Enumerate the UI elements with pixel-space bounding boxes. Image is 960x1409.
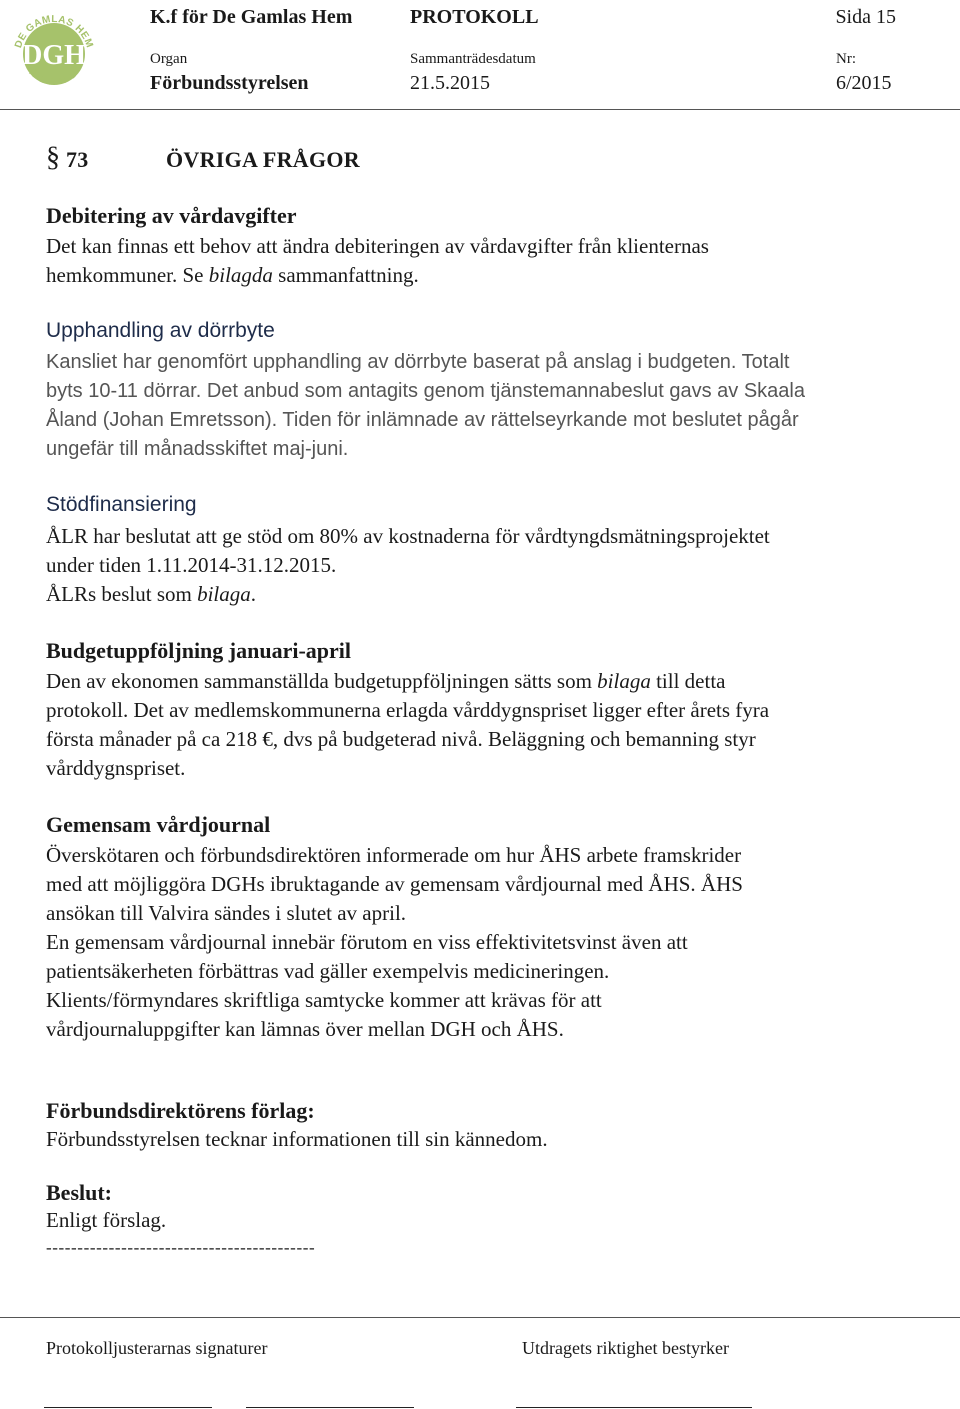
page-number: Sida 15 xyxy=(835,6,896,28)
stod-emphasis: bilaga xyxy=(197,582,251,606)
vardjournal-line: En gemensam vårdjournal innebär förutom en viss effektivitetsvinst även att xyxy=(46,930,688,954)
dgh-logo-seal xyxy=(6,4,102,100)
date-value: 21.5.2015 xyxy=(410,72,490,94)
upphandling-line: ungefär till månadsskiftet maj-juni. xyxy=(46,438,349,460)
stod-line-1: ÅLR har beslutat att ge stöd om 80% av kostnaderna för vårdtyngdsmätningsprojektet xyxy=(46,524,770,548)
budget-line-1 xyxy=(46,667,769,696)
heading-budget: Budgetuppföljning januari-april xyxy=(46,638,352,663)
vardjournal-line: Klients/förmyndares skriftliga samtycke kommer att krävas för att xyxy=(46,988,602,1012)
end-dashes: ------------------------------------------- xyxy=(46,1238,316,1257)
budget-line-1b: till detta xyxy=(650,669,726,693)
budget-text xyxy=(46,667,769,783)
logo-bottom-text: Å L A N D xyxy=(27,67,81,87)
debitering-line-2b: sammanfattning. xyxy=(272,263,419,287)
budget-line-1a: Den av ekonomen sammanställda budgetuppföljningen sätts som xyxy=(46,669,598,693)
dgh-logo xyxy=(6,4,102,100)
vardjournal-line: med att möjliggöra DGHs ibruktagande av gemensam vårdjournal med ÅHS. ÅHS xyxy=(46,872,743,896)
vardjournal-line: vårdjournaluppgifter kan lämnas över mellan DGH och ÅHS. xyxy=(46,1017,564,1041)
doc-type: PROTOKOLL xyxy=(410,6,539,28)
heading-upphandling: Upphandling av dörrbyte xyxy=(46,319,275,342)
upphandling-text xyxy=(46,348,805,464)
budget-emphasis: bilaga xyxy=(597,669,651,693)
signature-line-1 xyxy=(44,1407,212,1408)
organ-value: Förbundsstyrelsen xyxy=(150,72,309,94)
nr-value: 6/2015 xyxy=(836,72,892,94)
stod-line-2: under tiden 1.11.2014-31.12.2015. xyxy=(46,553,337,577)
logo-monogram: DGH xyxy=(22,40,86,71)
vardjournal-line: ansökan till Valvira sändes i slutet av april. xyxy=(46,901,407,925)
stod-line-3a: ÅLRs beslut som xyxy=(46,582,198,606)
debitering-text xyxy=(46,232,709,290)
vardjournal-line: patientsäkerheten förbättras vad gäller exempelvis medicineringen. xyxy=(46,959,610,983)
signature-line-2 xyxy=(246,1407,414,1408)
heading-vardjournal: Gemensam vårdjournal xyxy=(46,812,271,837)
heading-debitering: Debitering av vårdavgifter xyxy=(46,203,297,228)
debitering-emphasis: bilagda xyxy=(208,263,273,287)
vardjournal-text xyxy=(46,841,743,1044)
verification-line xyxy=(516,1407,752,1408)
debitering-line-2a: hemkommuner. Se xyxy=(46,263,209,287)
budget-line-3: första månader på ca 218 €, dvs på budgeterad nivå. Beläggning och bemanning styr xyxy=(46,727,756,751)
stod-line-3b: . xyxy=(250,582,257,606)
vardjournal-line: Överskötaren och förbundsdirektören informerade om hur ÅHS arbete framskrider xyxy=(46,843,742,867)
heading-stodfinansiering: Stödfinansiering xyxy=(46,493,197,516)
beslut-text: Enligt förslag. xyxy=(46,1208,167,1232)
budget-line-2: protokoll. Det av medlemskommunerna erlagda vårddygnspriset ligger efter årets fyra xyxy=(46,698,770,722)
upphandling-line: byts 10-11 dörrar. Det anbud som antagits genom tjänstemannabeslut gavs av Skaala xyxy=(46,380,805,402)
debitering-line-1: Det kan finnas ett behov att ändra debiteringen av vårdavgifter från klienternas xyxy=(46,234,709,258)
heading-beslut: Beslut: xyxy=(46,1180,112,1205)
footer-signatures-label: Protokolljusterarnas signaturer xyxy=(46,1338,268,1358)
upphandling-line: Kansliet har genomfört upphandling av dörrbyte baserat på anslag i budgeten. Totalt xyxy=(46,351,790,373)
stodfinansiering-text xyxy=(46,522,770,609)
logo-top-text: DE GAMLAS HEM xyxy=(13,13,95,50)
header-rule xyxy=(0,109,960,110)
date-label: Sammanträdesdatum xyxy=(410,51,536,67)
paragraph-sign: § xyxy=(46,142,60,173)
organ-label: Organ xyxy=(150,51,188,67)
upphandling-line: Åland (Johan Emretsson). Tiden för inlämnade av rättelseyrkande mot beslutet pågår xyxy=(46,409,799,431)
footer-rule xyxy=(0,1317,960,1318)
nr-label: Nr: xyxy=(836,51,856,67)
stod-line-3 xyxy=(46,580,770,609)
debitering-line-2 xyxy=(46,261,709,290)
section-title: ÖVRIGA FRÅGOR xyxy=(166,147,360,172)
budget-line-4: vårddygnspriset. xyxy=(46,756,186,780)
org-name: K.f för De Gamlas Hem xyxy=(150,6,353,28)
footer-verification-label: Utdragets riktighet bestyrker xyxy=(522,1338,729,1358)
section-number: 73 xyxy=(66,147,89,172)
forslag-text: Förbundsstyrelsen tecknar informationen till sin kännedom. xyxy=(46,1127,548,1151)
heading-forslag: Förbundsdirektörens förlag: xyxy=(46,1098,315,1123)
